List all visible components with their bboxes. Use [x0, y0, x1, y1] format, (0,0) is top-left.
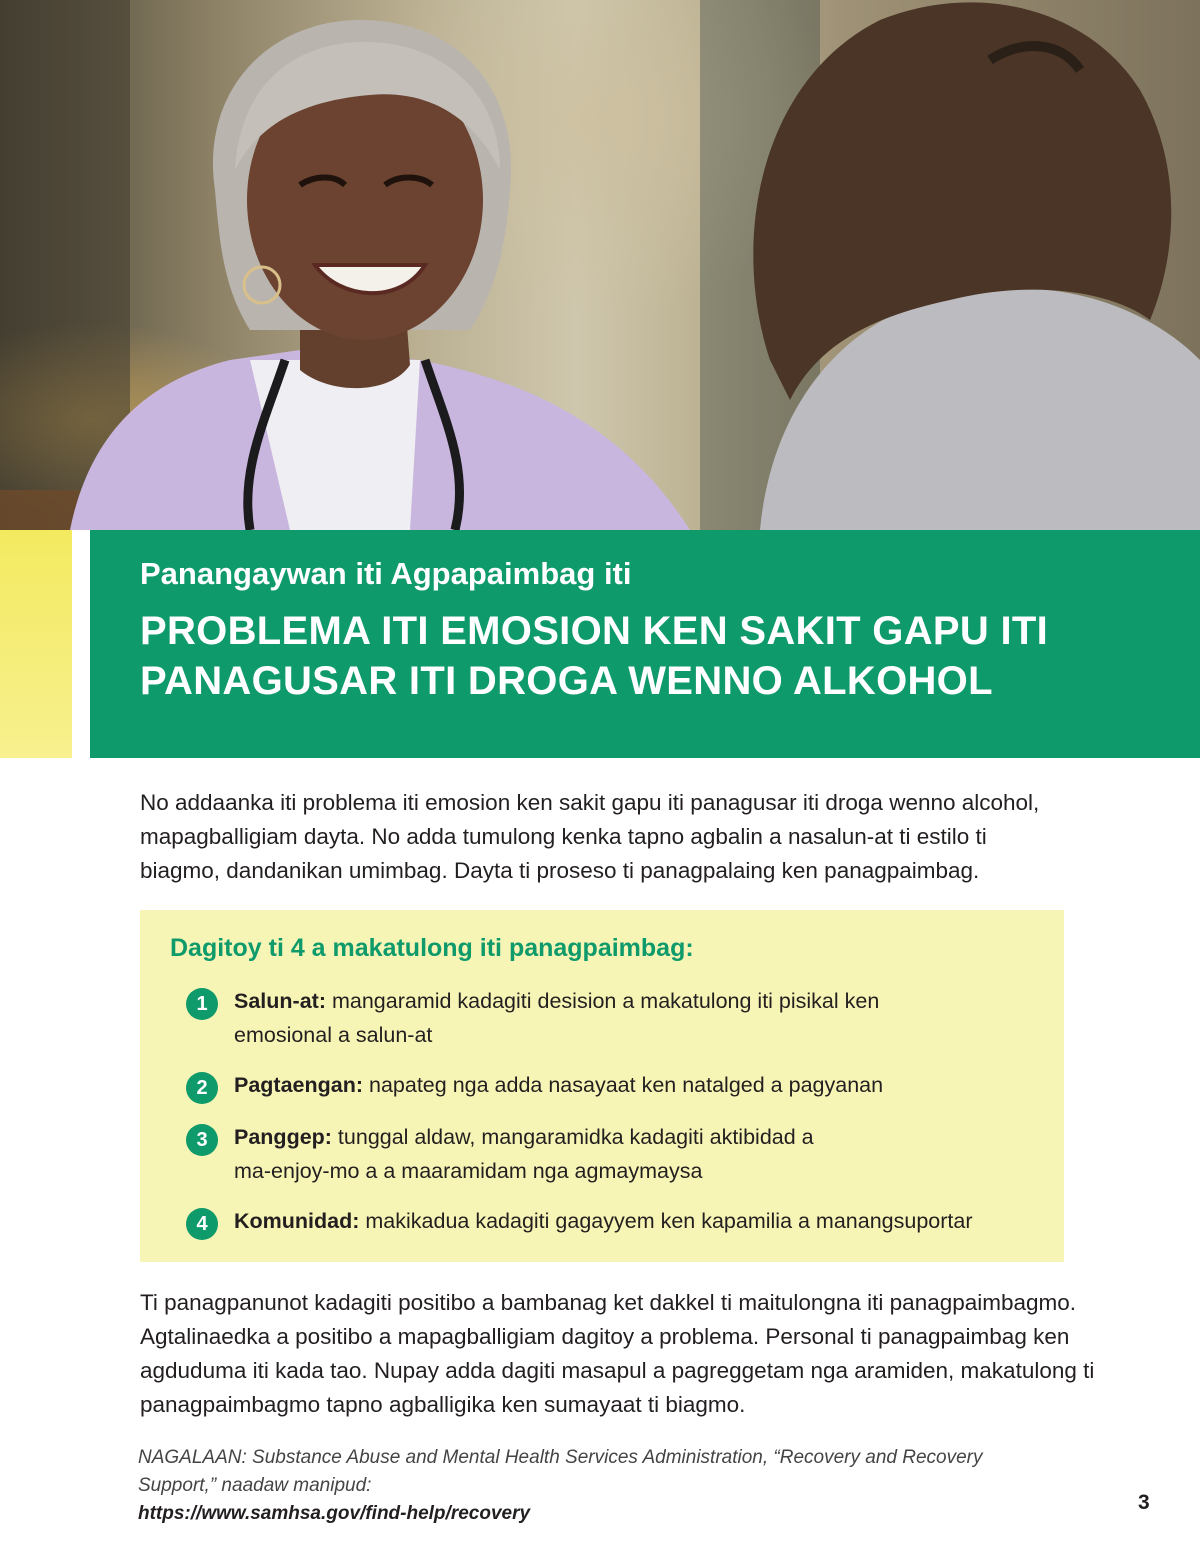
- source-prefix: Support,” naadaw manipud:: [138, 1475, 372, 1496]
- source-citation: [138, 1444, 1118, 1528]
- hero-illustration: [0, 0, 1200, 530]
- tip-term: Komunidad:: [234, 1209, 360, 1233]
- tip-text: mangaramid kadagiti desision a makatulong iti pisikal ken: [325, 989, 880, 1013]
- tips-heading: Dagitoy ti 4 a makatulong iti panagpaimbag:: [170, 934, 694, 962]
- intro-line: mapagballigiam dayta. No adda tumulong kenka tapno agbalin a nasalun-at ti estilo ti: [140, 824, 987, 849]
- number-badge: 3: [186, 1124, 218, 1156]
- intro-paragraph: [140, 786, 1160, 888]
- recovery-tips-box: [140, 910, 1064, 1262]
- page-title: [140, 606, 1190, 706]
- tip-text: makikadua kadagiti gagayyem ken kapamilia a manangsuportar: [359, 1209, 973, 1233]
- tip-term: Pagtaengan:: [234, 1073, 364, 1097]
- intro-line: biagmo, dandanikan umimbag. Dayta ti proseso ti panagpalaing ken panagpaimbag.: [140, 858, 980, 883]
- source-line: [138, 1472, 1118, 1528]
- tip-line: [186, 1068, 1056, 1102]
- number-badge: 4: [186, 1208, 218, 1240]
- title-kicker: Panangaywan iti Agpapaimbag iti: [140, 556, 632, 591]
- tip-line: ma-enjoy-mo a a maaramidam nga agmaymaysa: [234, 1159, 703, 1183]
- tip-term: Salun-at:: [234, 989, 326, 1013]
- page-title-line-2: PANAGUSAR ITI DROGA WENNO ALKOHOL: [140, 659, 993, 703]
- accent-bar: [0, 530, 72, 758]
- tip-line: [186, 1204, 1056, 1238]
- page-title-line-1: PROBLEMA ITI EMOSION KEN SAKIT GAPU ITI: [140, 609, 1049, 653]
- closing-line: Agtalinaedka a positibo a mapagballigiam dagitoy a problema. Personal ti panagpaimbag ken: [140, 1324, 1070, 1349]
- tip-item-community: [186, 1204, 1056, 1238]
- closing-paragraph: [140, 1286, 1190, 1422]
- tip-line: emosional a salun-at: [234, 1023, 433, 1047]
- intro-line: No addaanka iti problema iti emosion ken sakit gapu iti panagusar iti droga wenno alcohol,: [140, 790, 1040, 815]
- source-line: NAGALAAN: Substance Abuse and Mental Health Services Administration, “Recovery and Recovery: [138, 1447, 983, 1468]
- number-badge: 2: [186, 1072, 218, 1104]
- tip-item-purpose: [186, 1120, 1056, 1188]
- closing-line: agduduma iti kada tao. Nupay adda dagiti masapul a pagreggetam nga aramiden, makatulong ti: [140, 1358, 1095, 1383]
- tip-line: [186, 1120, 1056, 1154]
- closing-line: panagpaimbagmo tapno agballigika ken sumayaat ti biagmo.: [140, 1392, 746, 1417]
- hero-photo: [0, 0, 1200, 530]
- closing-line: Ti panagpanunot kadagiti positibo a bambanag ket dakkel ti maitulongna iti panagpaimbagmo.: [140, 1290, 1077, 1315]
- tip-item-health: [186, 984, 1056, 1052]
- tip-text: tunggal aldaw, mangaramidka kadagiti aktibidad a: [331, 1125, 814, 1149]
- tip-text: napateg nga adda nasayaat ken natalged a pagyanan: [363, 1073, 884, 1097]
- page-number: 3: [1138, 1491, 1150, 1514]
- tip-item-home: [186, 1068, 1056, 1102]
- number-badge: 1: [186, 988, 218, 1020]
- tip-line: [186, 984, 1056, 1018]
- source-url-link[interactable]: https://www.samhsa.gov/find-help/recovery: [138, 1503, 531, 1524]
- tip-term: Panggep:: [234, 1125, 332, 1149]
